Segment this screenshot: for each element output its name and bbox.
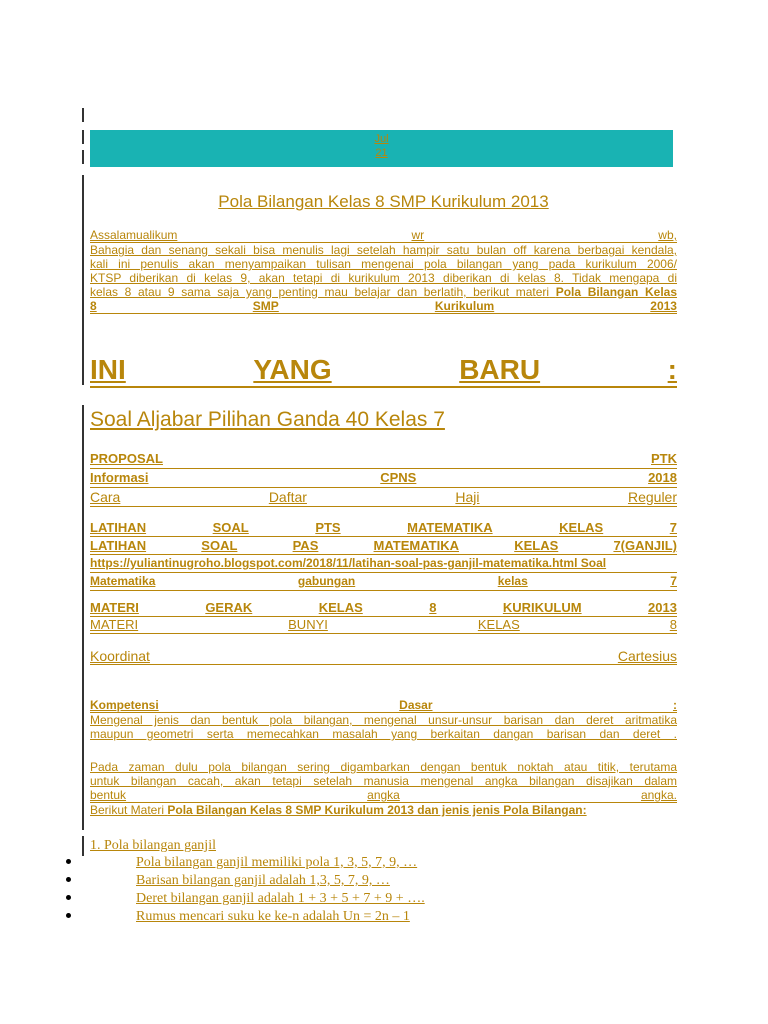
kompetensi-dasar <box>90 698 677 741</box>
pola-bilangan-intro <box>90 760 677 817</box>
link-informasi-cpns[interactable]: Informasi CPNS 2018 <box>90 469 677 488</box>
margin-bar <box>82 405 84 830</box>
pada-line[interactable]: untuk bilangan cacah, akan tetapi setelah manusia mengenal angka bilangan disajikan dalam <box>90 774 677 788</box>
greeting-line[interactable]: Assalamualikum wr wb, <box>90 228 677 242</box>
pada-line[interactable]: bentuk angka angka. <box>90 788 677 802</box>
date-month[interactable]: Jul <box>374 133 389 145</box>
margin-bar <box>82 836 84 856</box>
link-matematika-gabungan[interactable]: Matematika gabungan kelas 7 <box>90 573 677 591</box>
bullet-icon <box>66 859 71 864</box>
link-materi-bunyi[interactable]: MATERI BUNYI KELAS 8 <box>90 617 677 632</box>
link-cara-daftar-haji[interactable]: Cara Daftar Haji Reguler <box>90 489 677 505</box>
list-item: Rumus mencari suku ke ke-n adalah Un = 2n – 1 <box>66 910 666 928</box>
intro-line[interactable]: kelas 8 atau 9 sama saja yang penting mau belajar dan berlatih, berikut materi Pola Bilangan Kelas <box>90 285 678 299</box>
list-item: Barisan bilangan ganjil adalah 1,3, 5, 7, 9, … <box>66 874 666 892</box>
margin-bar <box>82 150 84 164</box>
intro-line[interactable]: KTSP diberikan di kelas 9, akan tetapi di kurikulum 2013 diberikan di kelas 8. Tidak mengapa di <box>90 271 677 285</box>
ganjil-list <box>66 856 666 928</box>
link-materi-gerak[interactable]: MATERI GERAK KELAS 8 KURIKULUM 2013 <box>90 600 677 615</box>
link-latihan-pas[interactable]: LATIHAN SOAL PAS MATEMATIKA KELAS 7(GANJIL) <box>90 538 677 553</box>
intro-line[interactable]: Bahagia dan senang sekali bisa menulis lagi setelah hampir satu bulan off karena berbagai kendala, <box>90 243 677 257</box>
link-latihan-pts[interactable]: LATIHAN SOAL PTS MATEMATIKA KELAS 7 <box>90 520 677 535</box>
margin-bar <box>82 175 84 385</box>
links-list <box>90 450 677 507</box>
ini-yang-baru-heading: INI YANG BARU : <box>90 354 677 388</box>
kompetensi-line[interactable]: maupun geometri serta memecahkan masalah yang berkaitan dangan barisan dan deret . <box>90 727 677 741</box>
link-proposal-ptk[interactable]: PROPOSAL PTK <box>90 450 677 469</box>
koordinat-link-wrap <box>90 648 677 665</box>
margin-bar <box>82 130 84 144</box>
page-title[interactable]: Pola Bilangan Kelas 8 SMP Kurikulum 2013 <box>218 192 549 211</box>
soal-aljabar-link[interactable]: Soal Aljabar Pilihan Ganda 40 Kelas 7 <box>90 408 445 431</box>
intro-line[interactable]: kali ini penulis akan menyampaikan tulisan mengenai pola bilangan yang pada kurikulum 2006/ <box>90 257 677 271</box>
intro-last-line[interactable]: 8 SMP Kurikulum 2013 <box>90 299 677 313</box>
bullet-icon <box>66 895 71 900</box>
kompetensi-heading[interactable]: Kompetensi Dasar : <box>90 698 677 712</box>
latihan-links <box>90 519 677 591</box>
link-url[interactable]: https://yuliantinugroho.blogspot.com/2018/11/latihan-soal-pas-ganjil-matematika.html Soal <box>90 555 677 573</box>
list-item: Deret bilangan ganjil adalah 1 + 3 + 5 + 7 + 9 + …. <box>66 892 666 910</box>
kompetensi-line[interactable]: Mengenal jenis dan bentuk pola bilangan, mengenal unsur-unsur barisan dan deret aritmatika <box>90 713 677 727</box>
date-banner <box>90 130 673 167</box>
date-day[interactable]: 21 <box>375 147 388 159</box>
bullet-icon <box>66 877 71 882</box>
berikut-materi-line[interactable]: Berikut Materi Pola Bilangan Kelas 8 SMP Kurikulum 2013 dan jenis jenis Pola Bilangan: <box>90 803 587 817</box>
margin-bar <box>82 108 84 122</box>
intro-paragraph <box>90 228 677 314</box>
materi-links <box>90 600 677 634</box>
ganjil-heading[interactable]: 1. Pola bilangan ganjil <box>90 838 216 853</box>
link-koordinat-cartesius[interactable]: Koordinat Cartesius <box>90 648 677 664</box>
bullet-icon <box>66 913 71 918</box>
list-item: Pola bilangan ganjil memiliki pola 1, 3, 5, 7, 9, … <box>66 856 666 874</box>
pada-line[interactable]: Pada zaman dulu pola bilangan sering digambarkan dengan bentuk noktah atau titik, terutama <box>90 760 677 774</box>
